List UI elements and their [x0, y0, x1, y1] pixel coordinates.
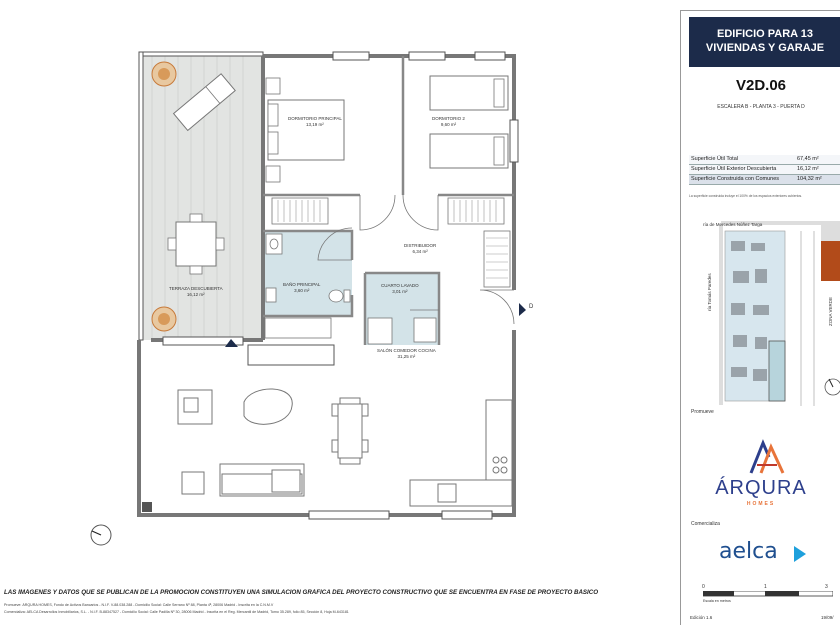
scale-caption: Escala en metros — [703, 599, 731, 603]
room-label-main-bathroom: BAÑO PRINCIPAL 3,60 m² — [283, 282, 321, 293]
room-label-living-room: SALÓN COMEDOR COCINA 31,25 m² — [377, 348, 436, 359]
column — [142, 502, 152, 512]
street-name-top: ría de Mercedes Núñez Targa — [703, 222, 763, 227]
disclaimer: LAS IMÁGENES Y DATOS QUE SE PUBLICAN DE LA PROMOCIÓN CONSTITUYEN UNA SIMULACIÓN GRÁFICA DEL PROYECTO CONSTRUCTIVO QUE SE ENCUENTRA EN FASE DE PROYECTO BÁSICO — [4, 589, 599, 596]
legal-text-seller: Comercializa: AELCA Desarrollos Inmobiliarios, S.L. - N.I.F. B-88347527 - Domicilio Social: Calle Padilla Nº 30, 28006 Madrid - Inscrita en el Reg. Mercantil de Madrid, Tomo 35.289, folio 85, Sección 8, Hoja M-643181 — [4, 610, 349, 614]
north-compass — [91, 525, 111, 545]
site-map — [681, 211, 840, 411]
area-row: Superficie Útil Total 67,45 m² — [689, 155, 840, 165]
arqura-logo-icon — [747, 439, 787, 475]
scale-tick-3: 3 — [825, 584, 828, 590]
terrace-railing-top — [139, 52, 263, 56]
unit-code: V2D.06 — [735, 77, 787, 94]
aelca-brand: aelca — [719, 539, 778, 564]
terrace-table — [176, 222, 216, 266]
scale-tick-0: 0 — [702, 584, 705, 590]
seller-label: Comercializa — [691, 521, 720, 527]
areas-table — [689, 155, 840, 185]
legal-text-promoter: Promueve: ÁRQURA HOMES, Fondo de Activos Bancarios - N.I.F. V-88.038.288 - Domicilio Social: Calle Serrano Nº 88, Planta 4ª, 28006 Madrid - Inscrita en la C.N.M.V — [4, 603, 274, 607]
room-label-laundry: CUARTO LAVADO 3,01 m² — [381, 283, 419, 294]
date-label: 19/09/ — [821, 615, 834, 620]
area-row: Superficie Útil Exterior Descubierta 16,12 m² — [689, 165, 840, 175]
room-label-terrace: TERRAZA DESCUBIERTA 16,12 m² — [169, 286, 223, 297]
area-row: Superficie Construida con Comunes 104,32 m² — [689, 175, 840, 185]
promoter-label: Promueve — [691, 409, 714, 415]
terrace-railing-left — [139, 52, 143, 340]
room-label-bedroom-2: DORMITORIO 2 9,60 m² — [432, 116, 465, 127]
door-marker-label: D — [529, 304, 534, 310]
aelca-play-icon — [793, 545, 807, 563]
arqura-brand-sub: HOMES — [746, 501, 776, 507]
street-name-left: ría Tomás Paredes — [707, 273, 712, 311]
info-panel — [680, 10, 840, 625]
street-name-right: ZONA VERDE — [828, 296, 833, 326]
area-note: La superficie construida incluye el 100% de los espacios exteriores cubiertos. — [689, 194, 803, 198]
room-label-hall: DISTRIBUIDOR 6,34 m² — [404, 243, 437, 254]
scale-tick-1: 1 — [764, 584, 767, 590]
room-label-master-bedroom: DORMITORIO PRINCIPAL 13,19 m² — [288, 116, 342, 127]
master-bed — [268, 100, 344, 160]
scale-bar — [703, 591, 833, 597]
edition-label: Edición 1.6 — [690, 615, 713, 620]
building-title: EDIFICIO PARA 13 VIVIENDAS Y GARAJE — [689, 17, 840, 67]
door-marker-arrow — [519, 303, 526, 316]
living-furniture — [178, 389, 512, 506]
arqura-brand: ÁRQURA — [715, 477, 807, 499]
unit-location: ESCALERA B - PLANTA 3 - PUERTA D — [717, 104, 805, 110]
